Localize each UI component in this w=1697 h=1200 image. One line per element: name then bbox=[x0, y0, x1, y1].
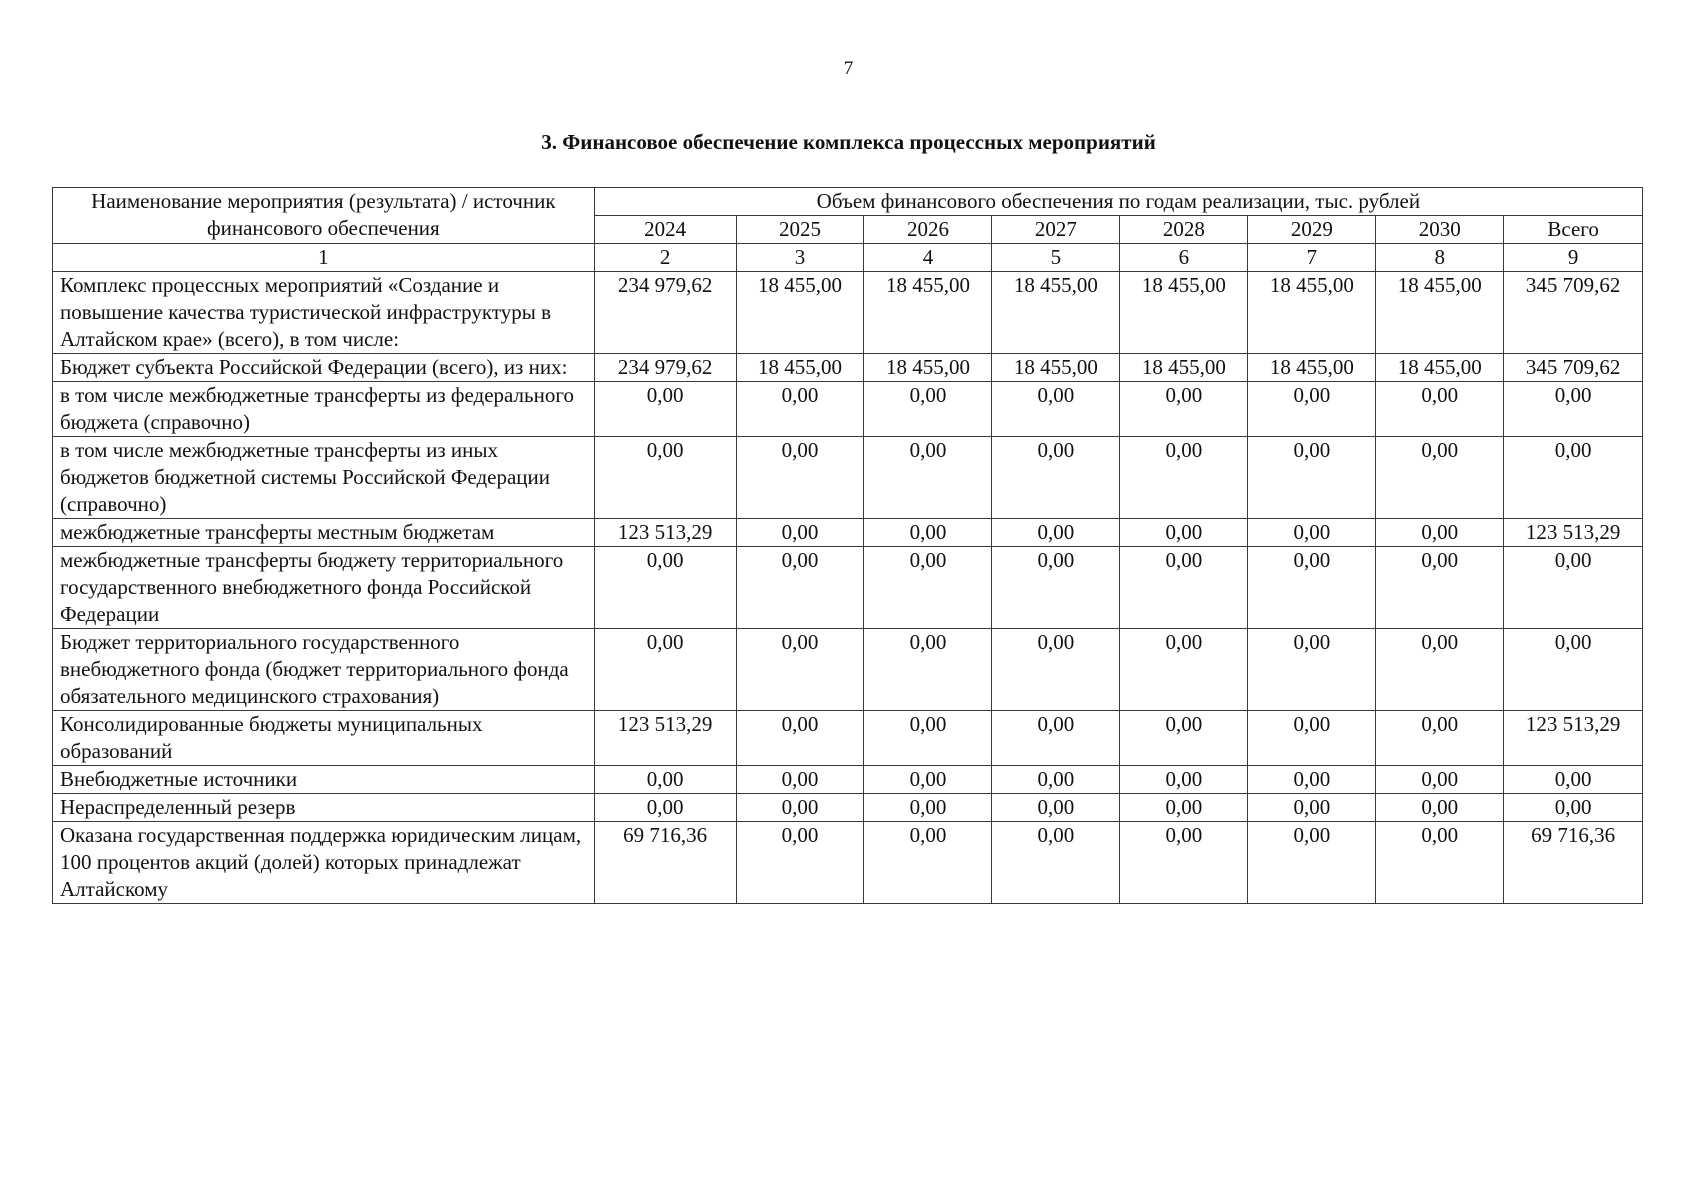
amount-cell: 0,00 bbox=[1248, 822, 1376, 904]
amount-cell: 18 455,00 bbox=[1248, 272, 1376, 354]
amount-cell: 0,00 bbox=[864, 822, 992, 904]
amount-cell: 18 455,00 bbox=[1376, 272, 1504, 354]
year-header: 2029 bbox=[1248, 216, 1376, 244]
amount-cell: 0,00 bbox=[864, 629, 992, 711]
table-row bbox=[53, 766, 1643, 794]
amount-cell: 0,00 bbox=[1376, 547, 1504, 629]
table-row bbox=[53, 711, 1643, 766]
financing-table bbox=[52, 187, 1643, 904]
amount-cell: 0,00 bbox=[736, 629, 864, 711]
year-header: 2028 bbox=[1120, 216, 1248, 244]
amount-cell: 0,00 bbox=[1248, 766, 1376, 794]
amount-cell: 0,00 bbox=[1504, 437, 1643, 519]
amount-cell: 0,00 bbox=[992, 547, 1120, 629]
volume-group-header: Объем финансового обеспечения по годам реализации, тыс. рублей bbox=[594, 188, 1642, 216]
amount-cell: 0,00 bbox=[736, 822, 864, 904]
amount-cell: 234 979,62 bbox=[594, 272, 736, 354]
amount-cell: 123 513,29 bbox=[1504, 519, 1643, 547]
amount-cell: 123 513,29 bbox=[1504, 711, 1643, 766]
amount-cell: 0,00 bbox=[594, 766, 736, 794]
amount-cell: 0,00 bbox=[594, 547, 736, 629]
amount-cell: 0,00 bbox=[736, 382, 864, 437]
column-index: 1 bbox=[53, 244, 595, 272]
amount-cell: 18 455,00 bbox=[1120, 272, 1248, 354]
column-index: 7 bbox=[1248, 244, 1376, 272]
amount-cell: 0,00 bbox=[992, 766, 1120, 794]
amount-cell: 0,00 bbox=[1120, 822, 1248, 904]
amount-cell: 0,00 bbox=[1248, 794, 1376, 822]
amount-cell: 0,00 bbox=[1376, 519, 1504, 547]
row-name: Оказана государственная поддержка юридическим лицам, 100 процентов акций (долей) которых принадлежат Алтайскому bbox=[53, 822, 595, 904]
amount-cell: 0,00 bbox=[992, 822, 1120, 904]
year-header: Всего bbox=[1504, 216, 1643, 244]
amount-cell: 123 513,29 bbox=[594, 711, 736, 766]
amount-cell: 0,00 bbox=[1504, 629, 1643, 711]
amount-cell: 0,00 bbox=[1248, 629, 1376, 711]
table-body bbox=[53, 272, 1643, 904]
amount-cell: 0,00 bbox=[992, 519, 1120, 547]
year-header: 2027 bbox=[992, 216, 1120, 244]
amount-cell: 0,00 bbox=[992, 711, 1120, 766]
row-name: Консолидированные бюджеты муниципальных образований bbox=[53, 711, 595, 766]
amount-cell: 0,00 bbox=[1120, 629, 1248, 711]
amount-cell: 0,00 bbox=[594, 382, 736, 437]
amount-cell: 18 455,00 bbox=[992, 272, 1120, 354]
amount-cell: 18 455,00 bbox=[992, 354, 1120, 382]
table-row bbox=[53, 547, 1643, 629]
amount-cell: 0,00 bbox=[864, 794, 992, 822]
amount-cell: 0,00 bbox=[1248, 437, 1376, 519]
amount-cell: 0,00 bbox=[992, 794, 1120, 822]
amount-cell: 0,00 bbox=[736, 711, 864, 766]
amount-cell: 0,00 bbox=[864, 711, 992, 766]
amount-cell: 18 455,00 bbox=[864, 354, 992, 382]
column-index: 8 bbox=[1376, 244, 1504, 272]
column-index: 3 bbox=[736, 244, 864, 272]
amount-cell: 0,00 bbox=[736, 519, 864, 547]
row-name: Бюджет территориального государственного внебюджетного фонда (бюджет территориального фонда обязательного медицинского страхования) bbox=[53, 629, 595, 711]
row-name: Внебюджетные источники bbox=[53, 766, 595, 794]
amount-cell: 18 455,00 bbox=[1120, 354, 1248, 382]
amount-cell: 18 455,00 bbox=[736, 272, 864, 354]
amount-cell: 0,00 bbox=[1376, 711, 1504, 766]
amount-cell: 0,00 bbox=[1376, 382, 1504, 437]
amount-cell: 18 455,00 bbox=[1248, 354, 1376, 382]
amount-cell: 0,00 bbox=[992, 629, 1120, 711]
page-number: 7 bbox=[843, 58, 854, 79]
year-header: 2026 bbox=[864, 216, 992, 244]
name-column-header: Наименование мероприятия (результата) / источник финансового обеспечения bbox=[53, 188, 595, 244]
column-index: 2 bbox=[594, 244, 736, 272]
row-name: в том числе межбюджетные трансферты из федерального бюджета (справочно) bbox=[53, 382, 595, 437]
table-row bbox=[53, 272, 1643, 354]
header-row-index bbox=[53, 244, 1643, 272]
column-index: 4 bbox=[864, 244, 992, 272]
amount-cell: 0,00 bbox=[864, 519, 992, 547]
amount-cell: 0,00 bbox=[1376, 794, 1504, 822]
amount-cell: 0,00 bbox=[1376, 822, 1504, 904]
amount-cell: 0,00 bbox=[1120, 382, 1248, 437]
amount-cell: 0,00 bbox=[1248, 547, 1376, 629]
amount-cell: 0,00 bbox=[594, 794, 736, 822]
amount-cell: 0,00 bbox=[992, 437, 1120, 519]
amount-cell: 0,00 bbox=[1504, 382, 1643, 437]
year-header: 2024 bbox=[594, 216, 736, 244]
header-row-group bbox=[53, 188, 1643, 216]
amount-cell: 0,00 bbox=[594, 629, 736, 711]
amount-cell: 0,00 bbox=[864, 766, 992, 794]
amount-cell: 18 455,00 bbox=[1376, 354, 1504, 382]
amount-cell: 0,00 bbox=[1376, 766, 1504, 794]
column-index: 5 bbox=[992, 244, 1120, 272]
amount-cell: 0,00 bbox=[1504, 766, 1643, 794]
table-row bbox=[53, 794, 1643, 822]
amount-cell: 0,00 bbox=[992, 382, 1120, 437]
table-row bbox=[53, 629, 1643, 711]
amount-cell: 0,00 bbox=[1120, 794, 1248, 822]
amount-cell: 18 455,00 bbox=[864, 272, 992, 354]
amount-cell: 0,00 bbox=[1248, 711, 1376, 766]
amount-cell: 0,00 bbox=[1504, 794, 1643, 822]
column-index: 6 bbox=[1120, 244, 1248, 272]
table-header bbox=[53, 188, 1643, 272]
amount-cell: 123 513,29 bbox=[594, 519, 736, 547]
amount-cell: 0,00 bbox=[1120, 711, 1248, 766]
amount-cell: 345 709,62 bbox=[1504, 354, 1643, 382]
amount-cell: 18 455,00 bbox=[736, 354, 864, 382]
amount-cell: 0,00 bbox=[736, 437, 864, 519]
amount-cell: 0,00 bbox=[1376, 437, 1504, 519]
row-name: в том числе межбюджетные трансферты из иных бюджетов бюджетной системы Российской Федерации (справочно) bbox=[53, 437, 595, 519]
row-name: межбюджетные трансферты бюджету территориального государственного внебюджетного фонда Российской Федерации bbox=[53, 547, 595, 629]
amount-cell: 234 979,62 bbox=[594, 354, 736, 382]
row-name: Комплекс процессных мероприятий «Создание и повышение качества туристической инфраструктуры в Алтайском крае» (всего), в том числе: bbox=[53, 272, 595, 354]
row-name: Нераспределенный резерв bbox=[53, 794, 595, 822]
amount-cell: 0,00 bbox=[1120, 766, 1248, 794]
year-header: 2025 bbox=[736, 216, 864, 244]
amount-cell: 0,00 bbox=[1376, 629, 1504, 711]
amount-cell: 0,00 bbox=[736, 547, 864, 629]
amount-cell: 0,00 bbox=[864, 547, 992, 629]
table-row bbox=[53, 382, 1643, 437]
amount-cell: 69 716,36 bbox=[594, 822, 736, 904]
amount-cell: 0,00 bbox=[736, 766, 864, 794]
row-name: межбюджетные трансферты местным бюджетам bbox=[53, 519, 595, 547]
amount-cell: 0,00 bbox=[1120, 437, 1248, 519]
amount-cell: 0,00 bbox=[1504, 547, 1643, 629]
amount-cell: 345 709,62 bbox=[1504, 272, 1643, 354]
amount-cell: 0,00 bbox=[594, 437, 736, 519]
amount-cell: 0,00 bbox=[864, 382, 992, 437]
amount-cell: 0,00 bbox=[1120, 547, 1248, 629]
amount-cell: 69 716,36 bbox=[1504, 822, 1643, 904]
amount-cell: 0,00 bbox=[1120, 519, 1248, 547]
column-index: 9 bbox=[1504, 244, 1643, 272]
row-name: Бюджет субъекта Российской Федерации (всего), из них: bbox=[53, 354, 595, 382]
table-row bbox=[53, 437, 1643, 519]
table-row bbox=[53, 822, 1643, 904]
table-row bbox=[53, 519, 1643, 547]
amount-cell: 0,00 bbox=[736, 794, 864, 822]
amount-cell: 0,00 bbox=[864, 437, 992, 519]
section-title: 3. Финансовое обеспечение комплекса процессных мероприятий bbox=[541, 130, 1156, 154]
table-row bbox=[53, 354, 1643, 382]
amount-cell: 0,00 bbox=[1248, 519, 1376, 547]
amount-cell: 0,00 bbox=[1248, 382, 1376, 437]
year-header: 2030 bbox=[1376, 216, 1504, 244]
